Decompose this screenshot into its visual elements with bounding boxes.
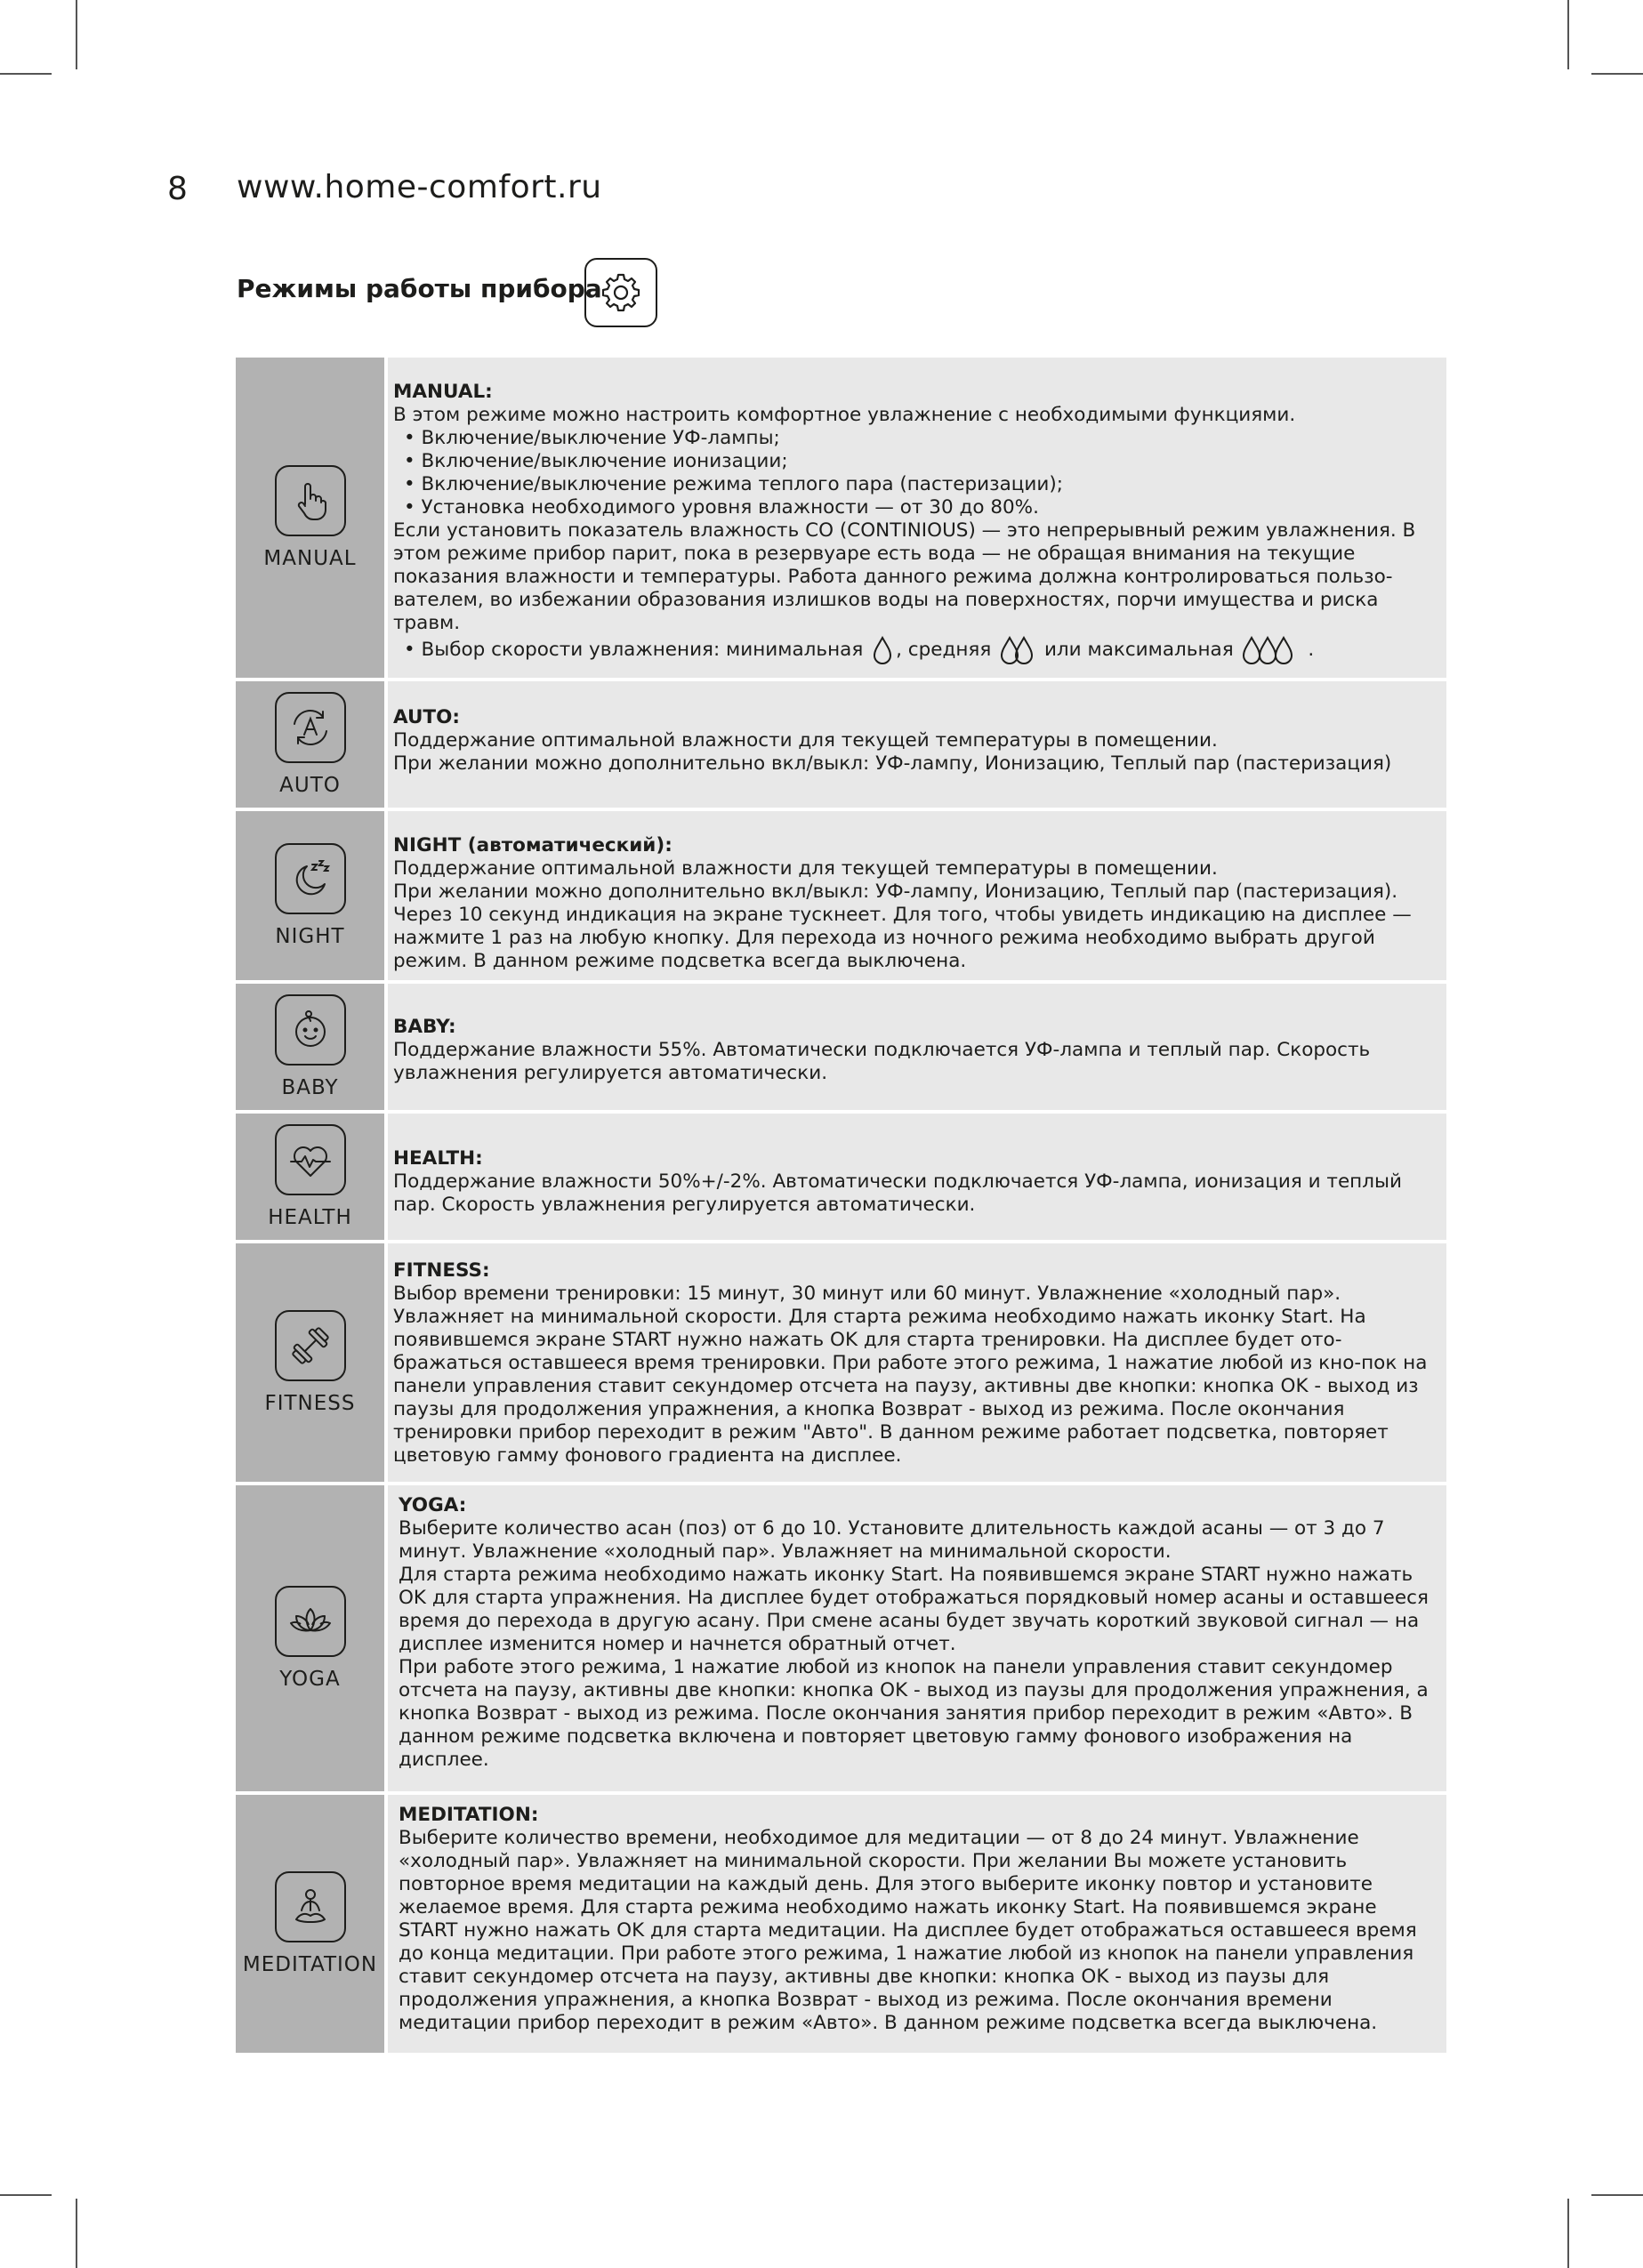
mode-description <box>388 984 1446 1110</box>
mode-heading: AUTO: <box>393 706 460 728</box>
mode-text: Поддержание влажности 50%+/-2%. Автоматически подключается УФ-лампа, ионизация и теплый пар. Скорость увлажнения регулируется автоматически. <box>393 1170 1402 1216</box>
mode-text: В этом режиме можно настроить комфортное увлажнение с необходимыми функциями. <box>393 404 1296 426</box>
mode-heading: YOGA: <box>399 1494 467 1516</box>
mode-icon-frame <box>275 465 346 536</box>
mode-description <box>388 811 1446 980</box>
website-url: www.home-comfort.ru <box>237 169 602 205</box>
speed-line <box>393 635 1436 665</box>
mode-text: При желании можно дополнительно вкл/выкл: УФ-лампу, Ионизацию, Теплый пар (пастеризация) <box>393 752 1392 775</box>
mode-icon-frame <box>275 994 346 1066</box>
mode-label-cell <box>236 1485 384 1791</box>
mode-icon-frame <box>275 1124 346 1195</box>
mode-bullet: • Включение/выключение ионизации; <box>404 450 788 472</box>
mode-bullet: • Установка необходимого уровня влажности — от 30 до 80%. <box>404 496 1039 519</box>
hand-pointer-icon <box>287 478 334 524</box>
crop-mark <box>0 2194 52 2196</box>
crop-mark <box>1591 73 1643 75</box>
lotus-icon <box>287 1598 334 1645</box>
mode-text: Если установить показатель влажность CO (CONTINIOUS) — это непрерывный режим увлажнения. В этом режиме прибор парит, пока в резервуаре есть вода — не обращая внимания на текущие показания влажности и температуры. Работа данного режима должна контролироваться пользо-вателем, во избежании образования излишков воды на поверхностях, порчи имущества и риска травм. <box>393 519 1416 634</box>
mode-heading: FITNESS: <box>393 1259 490 1282</box>
mode-bullet: • Включение/выключение УФ-лампы; <box>404 427 780 449</box>
dumbbell-icon <box>287 1323 334 1369</box>
mode-text: При желании можно дополнительно вкл/выкл: УФ-лампу, Ионизацию, Теплый пар (пастеризация). Через 10 секунд индикация на экране тускнеет. Для того, чтобы увидеть индикацию на дисплее — нажмите 1 раз на любую кнопку. Для перехода из ночного режима необходимо выбрать другой режим. В данном режиме подсветка всегда выключена. <box>393 881 1412 972</box>
mode-label-cell <box>236 1243 384 1482</box>
mode-row-night <box>236 811 1446 980</box>
mode-heading: MEDITATION: <box>399 1804 539 1826</box>
mode-row-health <box>236 1114 1446 1240</box>
mode-description <box>388 681 1446 808</box>
mode-label-cell <box>236 681 384 808</box>
mode-icon-frame <box>275 692 346 763</box>
mode-text: Для старта режима необходимо нажать иконку Start. На появившемся экране START нужно нажать OK для старта упражнения. На дисплее будет отображаться порядковый номер асаны и оставшееся время до перехода в другую асану. При смене асаны будет звучать короткий звуковой сигнал — на дисплее изменится номер и начнется обратный отчет. <box>399 1564 1429 1655</box>
speed-end: . <box>1308 639 1315 661</box>
mode-heading: HEALTH: <box>393 1147 483 1170</box>
gear-icon <box>599 270 643 315</box>
mode-description <box>388 1243 1446 1482</box>
mode-heading: BABY: <box>393 1016 456 1038</box>
auto-cycle-icon <box>287 704 334 751</box>
crop-mark <box>76 0 77 69</box>
mode-row-meditation <box>236 1795 1446 2053</box>
mode-label-cell <box>236 1795 384 2053</box>
mode-label: BABY <box>281 1076 339 1099</box>
crop-mark <box>76 2199 77 2268</box>
mode-label: YOGA <box>279 1668 341 1691</box>
drop-min-icon <box>869 635 896 665</box>
mode-icon-frame <box>275 843 346 914</box>
mode-text: Поддержание оптимальной влажности для текущей температуры в помещении. <box>393 857 1218 880</box>
mode-text: Выбор времени тренировки: 15 минут, 30 минут или 60 минут. Увлажнение «холодный пар». Увлажняет на минимальной скорости. Для старта режима необходимо нажать иконку Start. На появившемся экране START нужно нажать OK для старта тренировки. На дисплее будет ото-бражаться оставшееся время тренировки. При работе этого режима, 1 нажатие любой из кно-пок на панели управления ставит секундомер отсчета на паузу, активны две кнопки: кнопка OK - выход из паузы для продолжения упражнения, а кнопка Возврат - выход из режима. После окончания тренировки прибор переходит в режим "Авто". В данном режиме работает подсветка, повторяет цветовую гамму фонового градиента на дисплее. <box>393 1283 1428 1467</box>
mode-label-cell <box>236 984 384 1110</box>
drop-max-icon <box>1239 635 1301 665</box>
mode-row-auto <box>236 681 1446 808</box>
mode-icon-frame <box>275 1310 346 1381</box>
page-number: 8 <box>167 171 188 207</box>
crop-mark <box>0 73 52 75</box>
modes-table <box>236 358 1446 2053</box>
mode-label: MANUAL <box>263 547 357 570</box>
heart-pulse-icon <box>287 1137 334 1183</box>
moon-sleep-icon <box>287 856 334 902</box>
mode-text: Выберите количество времени, необходимое для медитации — от 8 до 24 минут. Увлажнение «холодный пар». Увлажняет на минимальной скорости. При желании Вы можете установить повторное время медитации на каждый день. Для этого выберите иконку повтор и установите желаемое время. Для старта режима необходимо нажать иконку Start. На появившемся экране START нужно нажать OK для старта медитации. На дисплее будет отображаться оставшееся время до конца медитации. При работе этого режима, 1 нажатие любой из кнопок на панели управления ставит секундомер отсчета на паузу, активны две кнопки: кнопка OK - выход из паузы для продолжения упражнения, а кнопка Возврат - выход из режима. После окончания времени медитации прибор переходит в режим «Авто». В данном режиме подсветка всегда выключена. <box>399 1827 1417 2034</box>
mode-row-yoga <box>236 1485 1446 1791</box>
mode-text: При работе этого режима, 1 нажатие любой из кнопок на панели управления ставит секундомер отсчета на паузу, активны две кнопки: кнопка OK - выход из паузы для продолжения упражнения, а кнопка Возврат - выход из режима. После окончания занятия прибор переходит в режим «Авто». В данном режиме подсветка включена и повторяет цветовую гамму фонового изображения на дисплее. <box>399 1656 1429 1771</box>
mode-heading: MANUAL: <box>393 381 493 403</box>
mode-heading: NIGHT (автоматический): <box>393 834 673 857</box>
mode-description <box>388 1114 1446 1240</box>
mode-description <box>388 358 1446 678</box>
speed-max: или максимальная <box>1043 639 1234 661</box>
section-title: Режимы работы прибора <box>237 274 602 303</box>
drop-medium-icon <box>997 635 1038 665</box>
mode-label: MEDITATION <box>242 1953 378 1976</box>
mode-label: HEALTH <box>268 1206 352 1229</box>
mode-text: Выберите количество асан (поз) от 6 до 10. Установите длительность каждой асаны — от 3 до 7 минут. Увлажнение «холодный пар». Увлажняет на минимальной скорости. <box>399 1517 1385 1563</box>
crop-mark <box>1567 2199 1569 2268</box>
mode-text: Поддержание оптимальной влажности для текущей температуры в помещении. <box>393 729 1218 752</box>
mode-label-cell <box>236 811 384 980</box>
mode-label: FITNESS <box>264 1392 356 1415</box>
mode-text: Поддержание влажности 55%. Автоматически подключается УФ-лампа и теплый пар. Скорость увлажнения регулируется автоматически. <box>393 1039 1371 1084</box>
mode-label-cell <box>236 358 384 678</box>
mode-row-fitness <box>236 1243 1446 1482</box>
mode-bullet: • Включение/выключение режима теплого пара (пастеризации); <box>404 473 1063 495</box>
baby-face-icon <box>287 1007 334 1053</box>
mode-label-cell <box>236 1114 384 1240</box>
mode-row-baby <box>236 984 1446 1110</box>
section-icon-frame <box>584 258 657 327</box>
crop-mark <box>1591 2194 1643 2196</box>
mode-row-manual <box>236 358 1446 678</box>
mode-description <box>388 1485 1446 1791</box>
meditation-person-icon <box>287 1884 334 1930</box>
crop-mark <box>1567 0 1569 69</box>
speed-medium: , средняя <box>896 639 992 661</box>
speed-prefix: • Выбор скорости увлажнения: минимальная <box>404 639 864 661</box>
mode-description <box>388 1795 1446 2053</box>
mode-icon-frame <box>275 1586 346 1657</box>
mode-label: NIGHT <box>275 925 345 948</box>
mode-icon-frame <box>275 1871 346 1942</box>
mode-label: AUTO <box>279 774 341 797</box>
